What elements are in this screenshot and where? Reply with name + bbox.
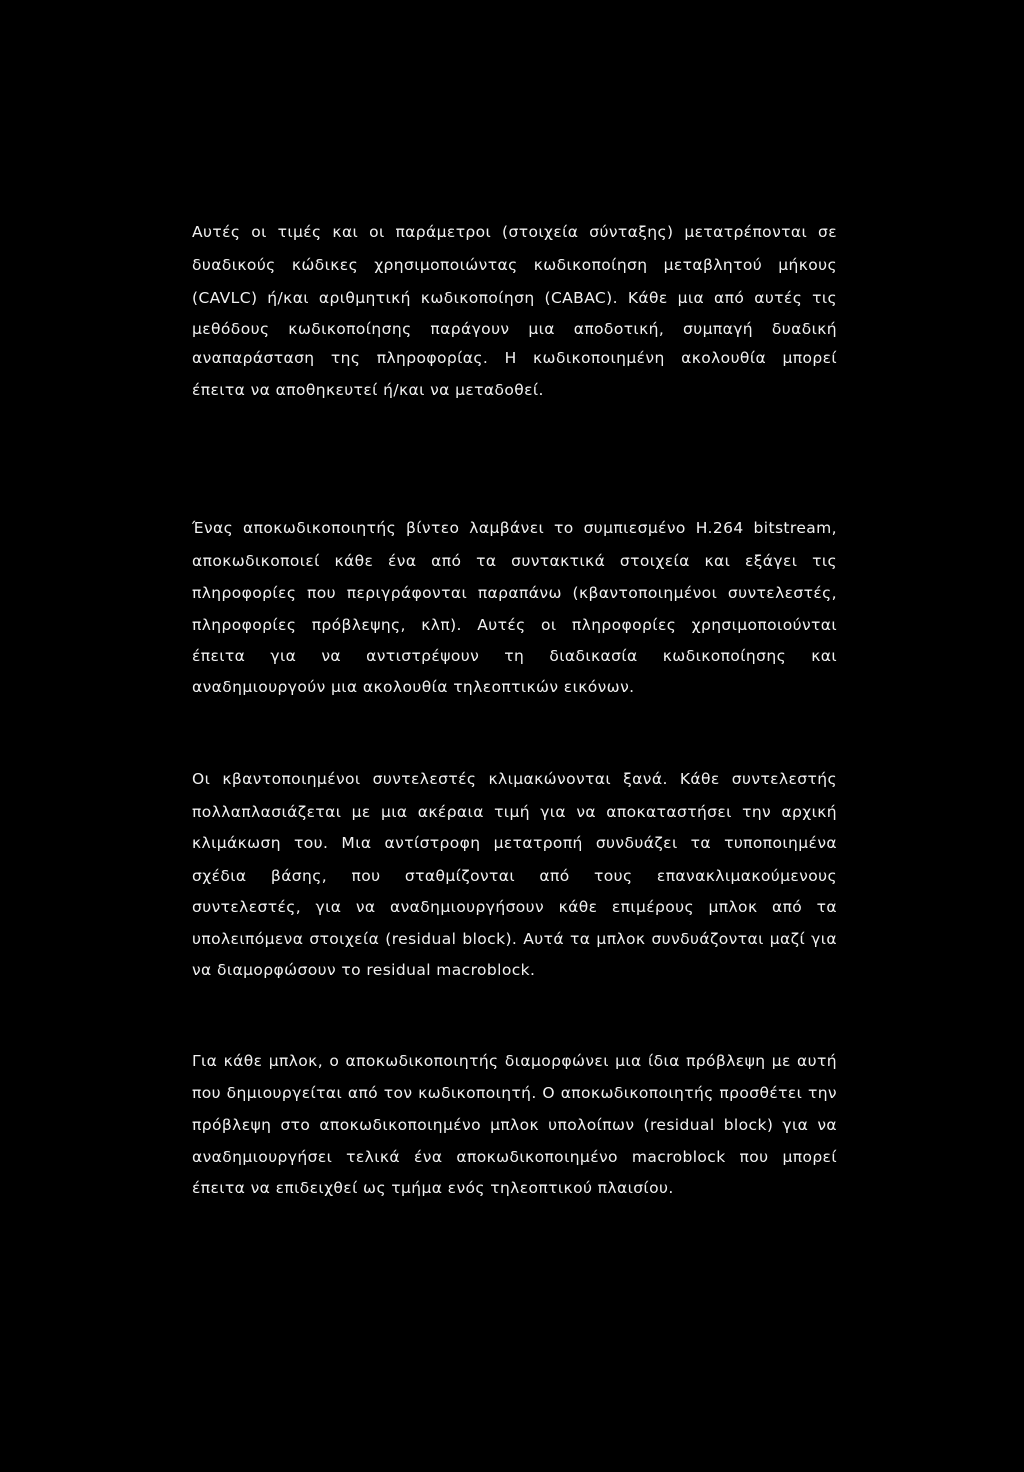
paragraph-line: σχέδια βάσης, που σταθμίζονται από τους επανακλιμακούμενους — [192, 867, 837, 885]
paragraph-line: κλιμάκωση του. Μια αντίστροφη μετατροπή συνδυάζει τα τυποποιημένα — [192, 834, 837, 852]
paragraph-line: Οι κβαντοποιημένοι συντελεστές κλιμακώνονται ξανά. Κάθε συντελεστής — [192, 770, 837, 788]
paragraph-line: πληροφορίες που περιγράφονται παραπάνω (κβαντοποιημένοι συντελεστές, — [192, 584, 837, 602]
paragraph-line: να διαμορφώσουν το residual macroblock. — [192, 961, 536, 979]
paragraph-line: που δημιουργείται από τον κωδικοποιητή. Ο αποκωδικοποιητής προσθέτει την — [192, 1084, 837, 1102]
paragraph-line: έπειτα να επιδειχθεί ως τμήμα ενός τηλεοπτικού πλαισίου. — [192, 1179, 674, 1197]
paragraph-line: αναπαράσταση της πληροφορίας. Η κωδικοποιημένη ακολουθία μπορεί — [192, 349, 837, 367]
paragraph-line: (CAVLC) ή/και αριθμητική κωδικοποίηση (CABAC). Κάθε μια από αυτές τις — [192, 289, 837, 307]
paragraph-line: έπειτα να αποθηκευτεί ή/και να μεταδοθεί. — [192, 381, 544, 399]
paragraph-line: υπολειπόμενα στοιχεία (residual block). Αυτά τα μπλοκ συνδυάζονται μαζί για — [192, 930, 837, 948]
paragraph-line: συντελεστές, για να αναδημιουργήσουν κάθε επιμέρους μπλοκ από τα — [192, 898, 837, 916]
paragraph-line: δυαδικούς κώδικες χρησιμοποιώντας κωδικοποίηση μεταβλητού μήκους — [192, 256, 837, 274]
paragraph-line: αναδημιουργούν μια ακολουθία τηλεοπτικών εικόνων. — [192, 678, 635, 696]
paragraph-line: Για κάθε μπλοκ, ο αποκωδικοποιητής διαμορφώνει μια ίδια πρόβλεψη με αυτή — [192, 1052, 837, 1070]
paragraph-line: πολλαπλασιάζεται με μια ακέραια τιμή για να αποκαταστήσει την αρχική — [192, 803, 837, 821]
paragraph-line: πληροφορίες πρόβλεψης, κλπ). Αυτές οι πληροφορίες χρησιμοποιούνται — [192, 616, 837, 634]
paragraph-line: αναδημιουργήσει τελικά ένα αποκωδικοποιημένο macroblock που μπορεί — [192, 1148, 837, 1166]
paragraph-line: μεθόδους κωδικοποίησης παράγουν μια αποδοτική, συμπαγή δυαδική — [192, 320, 837, 338]
paragraph-line: Αυτές οι τιμές και οι παράμετροι (στοιχεία σύνταξης) μετατρέπονται σε — [192, 223, 837, 241]
paragraph-line: Ένας αποκωδικοποιητής βίντεο λαμβάνει το συμπιεσμένο H.264 bitstream, — [192, 519, 837, 537]
paragraph-line: πρόβλεψη στο αποκωδικοποιημένο μπλοκ υπολοίπων (residual block) για να — [192, 1116, 837, 1134]
paragraph-line: αποκωδικοποιεί κάθε ένα από τα συντακτικά στοιχεία και εξάγει τις — [192, 552, 837, 570]
paragraph-line: έπειτα για να αντιστρέψουν τη διαδικασία κωδικοποίησης και — [192, 647, 837, 665]
